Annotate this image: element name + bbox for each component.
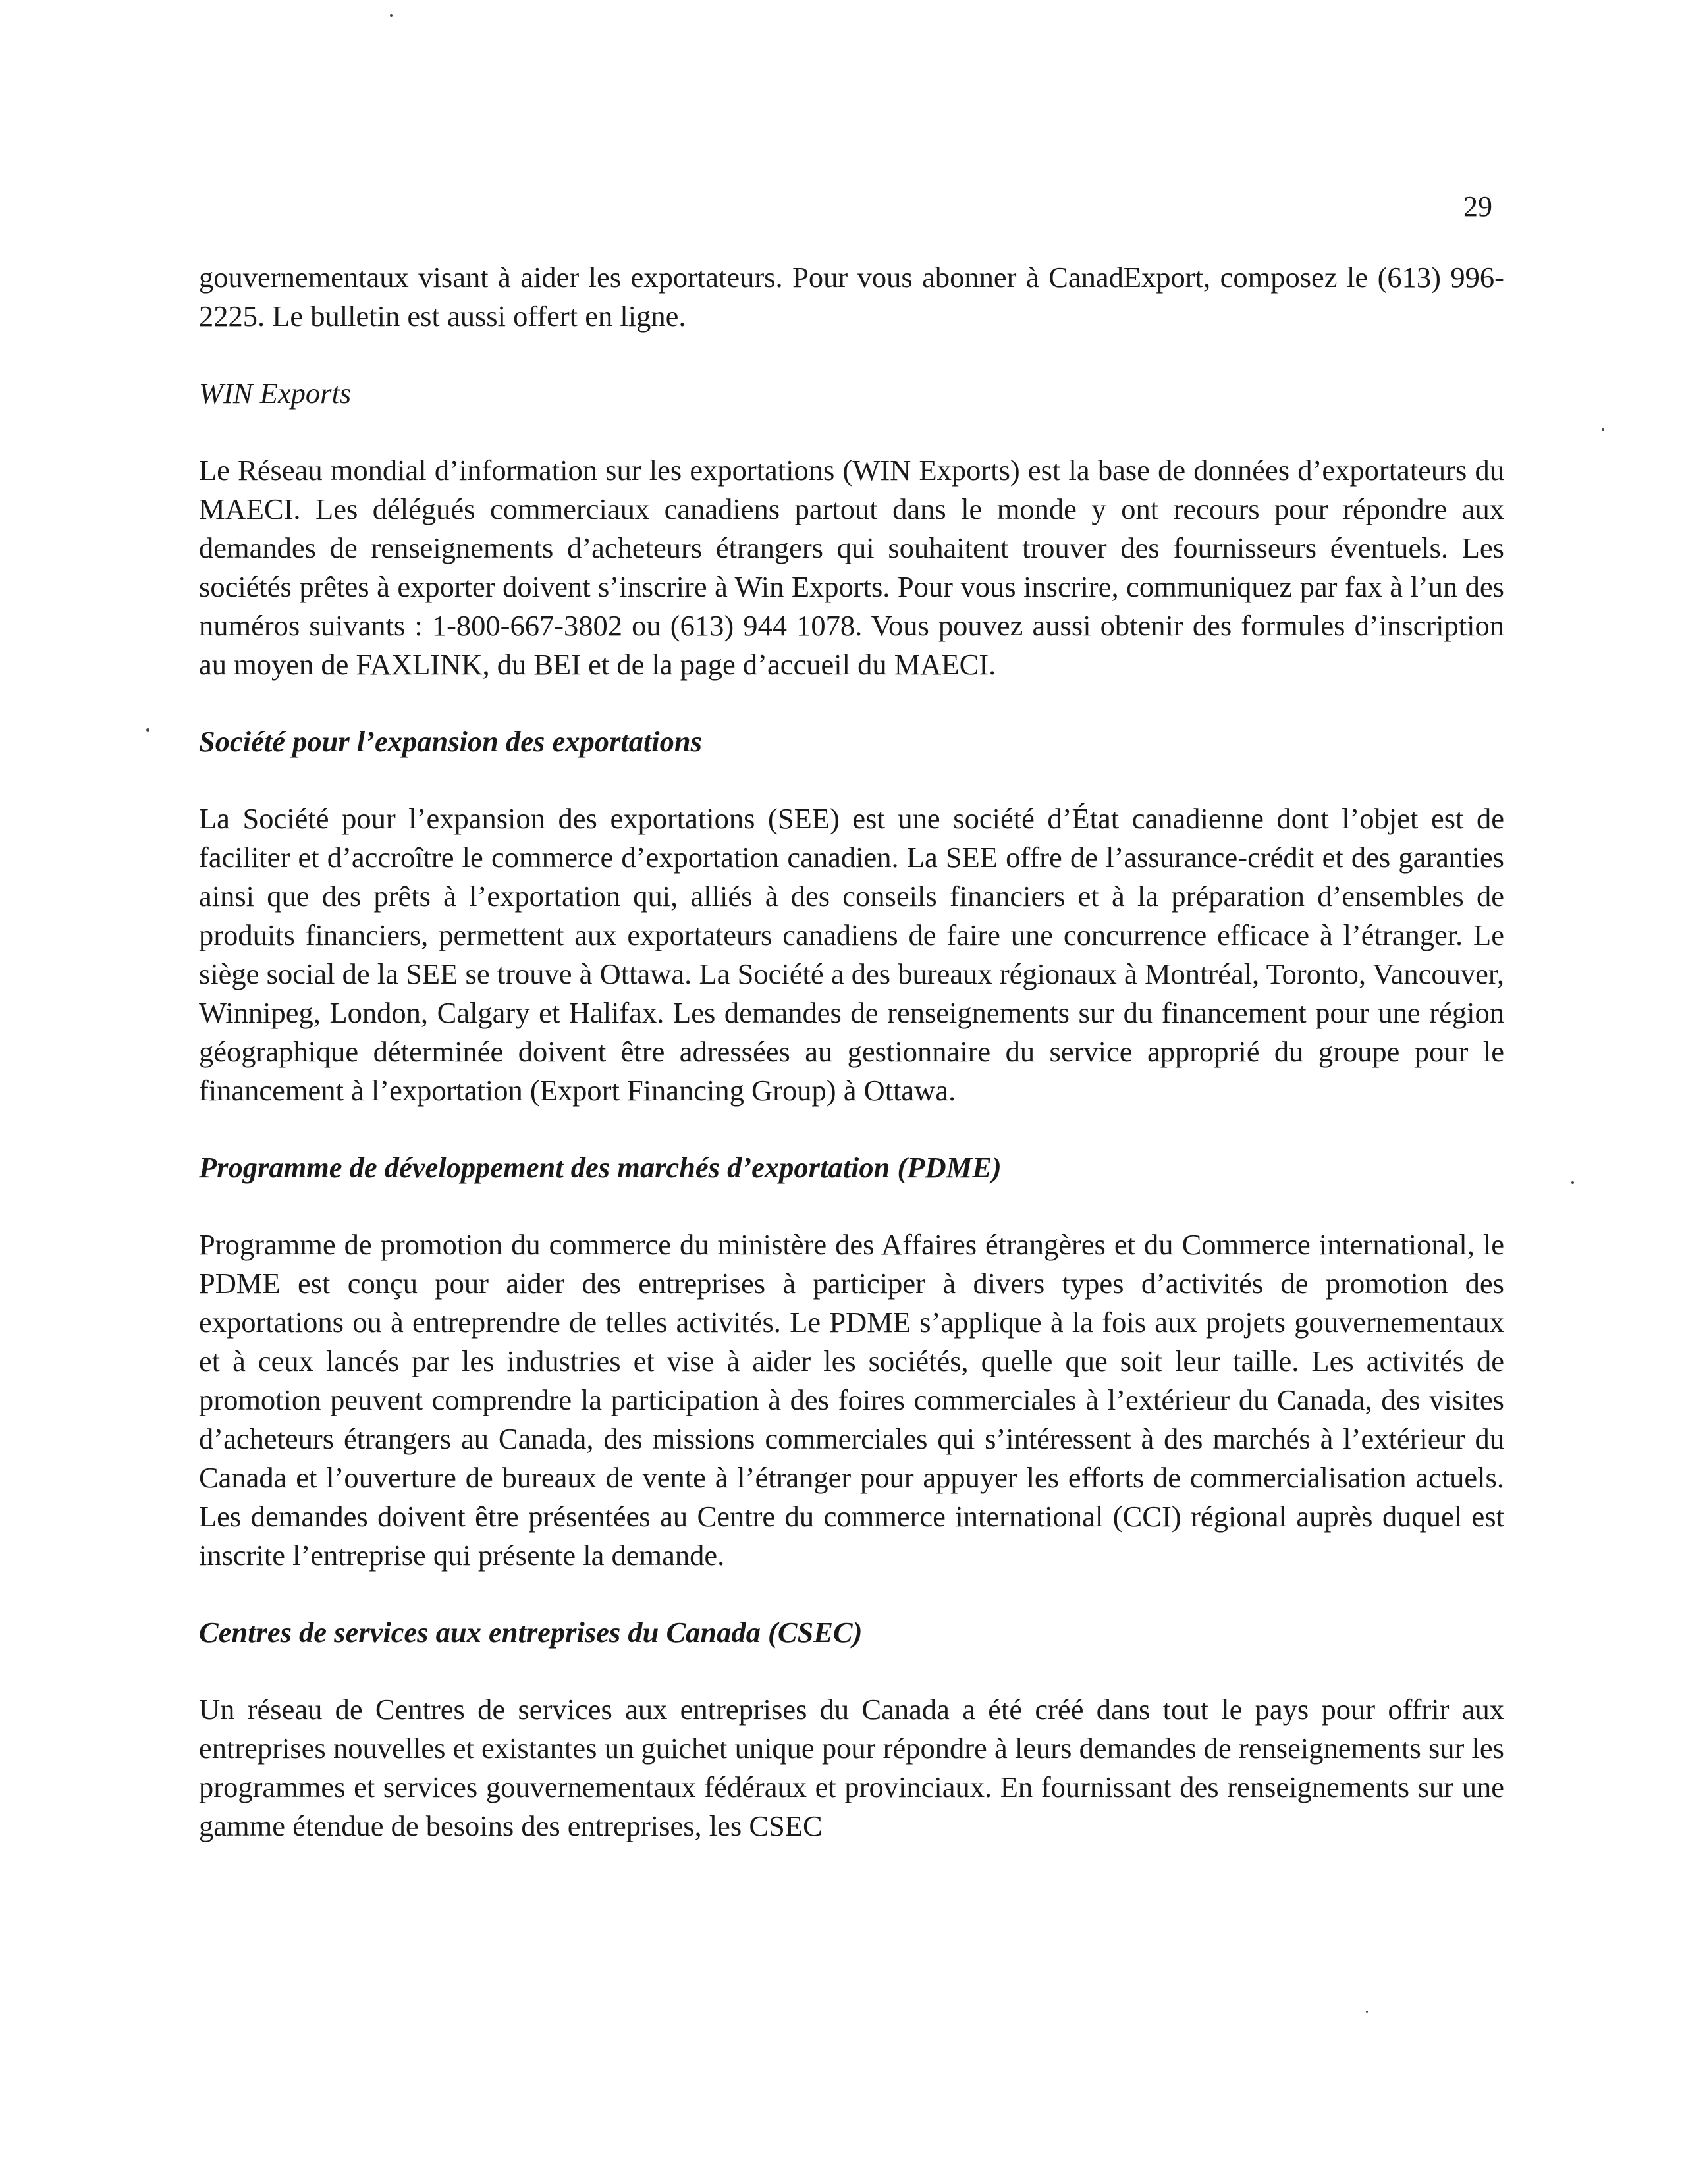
scan-speck <box>1571 1181 1574 1184</box>
page-number: 29 <box>1463 190 1492 223</box>
scan-speck <box>1602 428 1604 431</box>
scan-speck <box>1366 2011 1368 2013</box>
document-body <box>199 258 1504 1846</box>
paragraph-csec: Un réseau de Centres de services aux entreprises du Canada a été créé dans tout le pays pour offrir aux entreprises nouvelles et existantes un guichet unique pour répondre à leurs demandes de renseignements sur les programmes et services gouvernementaux fédéraux et provinciaux. En fournissant des renseignements sur une gamme étendue de besoins des entreprises, les CSEC <box>199 1693 1504 1842</box>
paragraph-continuation: gouvernementaux visant à aider les exportateurs. Pour vous abonner à CanadExport, composez le (613) 996-2225. Le bulletin est aussi offert en ligne. <box>199 261 1504 333</box>
heading-win-exports: WIN Exports <box>199 377 352 410</box>
paragraph-see: La Société pour l’expansion des exportations (SEE) est une société d’État canadienne dont l’objet est de faciliter et d’accroître le commerce d’exportation canadien. La SEE offre de l’assurance-crédit et des garanties ainsi que des prêts à l’exportation qui, alliés à des conseils financiers et à la préparation d’ensembles de produits financiers, permettent aux exportateurs canadiens de faire une concurrence efficace à l’étranger. Le siège social de la SEE se trouve à Ottawa. La Société a des bureaux régionaux à Montréal, Toronto, Vancouver, Winnipeg, London, Calgary et Halifax. Les demandes de renseignements sur du financement pour une région géographique déterminée doivent être adressées au gestionnaire du service approprié du groupe pour le financement à l’exportation (Export Financing Group) à Ottawa. <box>199 802 1504 1107</box>
scan-speck <box>390 14 393 17</box>
heading-see: Société pour l’expansion des exportations <box>199 725 702 758</box>
heading-csec: Centres de services aux entreprises du Canada (CSEC) <box>199 1616 863 1649</box>
paragraph-pdme: Programme de promotion du commerce du ministère des Affaires étrangères et du Commerce international, le PDME est conçu pour aider des entreprises à participer à divers types d’activités de promotion des exportations ou à entreprendre de telles activités. Le PDME s’applique à la fois aux projets gouvernementaux et à ceux lancés par les industries et vise à aider les sociétés, quelle que soit leur taille. Les activités de promotion peuvent comprendre la participation à des foires commerciales à l’extérieur du Canada, des visites d’acheteurs étrangers au Canada, des missions commerciales qui s’intéressent à des marchés à l’extérieur du Canada et l’ouverture de bureaux de vente à l’étranger pour appuyer les efforts de commercialisation actuels. Les demandes doivent être présentées au Centre du commerce international (CCI) régional auprès duquel est inscrite l’entreprise qui présente la demande. <box>199 1228 1504 1572</box>
paragraph-win-exports: Le Réseau mondial d’information sur les exportations (WIN Exports) est la base de données d’exportateurs du MAECI. Les délégués commerciaux canadiens partout dans le monde y ont recours pour répondre aux demandes de renseignements d’acheteurs étrangers qui souhaitent trouver des fournisseurs éventuels. Les sociétés prêtes à exporter doivent s’inscrire à Win Exports. Pour vous inscrire, communiquez par fax à l’un des numéros suivants : 1-800-667-3802 ou (613) 944 1078. Vous pouvez aussi obtenir des formules d’inscription au moyen de FAXLINK, du BEI et de la page d’accueil du MAECI. <box>199 454 1504 681</box>
scan-speck <box>146 728 149 732</box>
heading-pdme: Programme de développement des marchés d’exportation (PDME) <box>199 1151 1002 1184</box>
